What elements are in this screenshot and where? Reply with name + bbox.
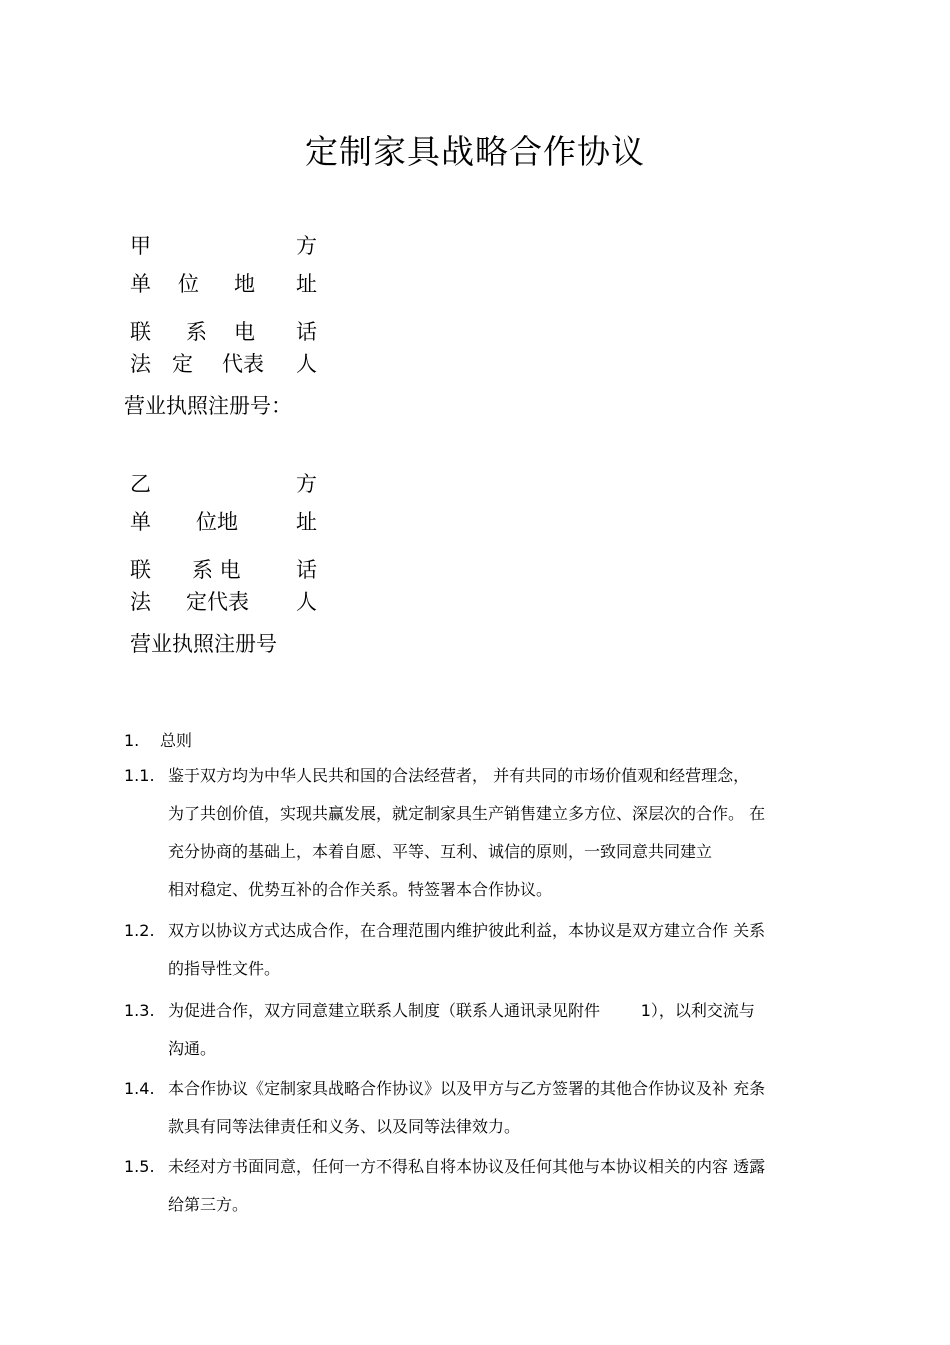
- party-a-char: 方: [296, 234, 317, 258]
- party-b-char: 方: [296, 472, 317, 496]
- clause-text: [168, 912, 844, 988]
- clause-1-3: [124, 992, 844, 1068]
- address-char: 位地: [196, 510, 238, 534]
- clause-line: 本合作协议《定制家具战略合作协议》以及甲方与乙方签署的其他合作协议及补 充条: [168, 1079, 766, 1098]
- party-b-label-row: [128, 468, 318, 506]
- clause-number: 1.1.: [124, 766, 155, 785]
- party-b-block: [128, 468, 318, 616]
- section-heading: [124, 728, 192, 751]
- clause-text: [168, 1148, 844, 1224]
- party-a-label-row: [128, 230, 318, 268]
- phone-char: 电: [234, 320, 255, 344]
- party-a-address-row: [128, 268, 318, 316]
- clause-line: 双方以协议方式达成合作，在合理范围内维护彼此利益，本协议是双方建立合作 关系: [168, 921, 766, 940]
- rep-char: 定代表: [186, 590, 249, 614]
- phone-char: 系: [186, 320, 207, 344]
- rep-char: 定: [172, 352, 193, 376]
- clause-number: 1.5.: [124, 1157, 155, 1176]
- party-b-char: 乙: [130, 472, 151, 496]
- clause-line: 为促进合作，双方同意建立联系人制度（联系人通讯录见附件 1），以利交流与: [168, 1001, 755, 1020]
- clause-line: 未经对方书面同意，任何一方不得私自将本协议及任何其他与本协议相关的内容 透露: [168, 1157, 766, 1176]
- section-number: 1.: [124, 731, 140, 750]
- clause-text: [168, 757, 844, 909]
- address-char: 址: [296, 510, 317, 534]
- party-a-char: 甲: [130, 234, 151, 258]
- clause-1-4: [124, 1070, 844, 1146]
- clause-text: [168, 992, 844, 1068]
- phone-char: 系 电: [192, 558, 241, 582]
- clause-line: 充分协商的基础上，本着自愿、平等、互利、诚信的原则，一致同意共同建立: [168, 842, 713, 861]
- phone-char: 话: [296, 558, 317, 582]
- rep-char: 人: [296, 352, 317, 376]
- party-b-regno-label: 营业执照注册号: [130, 632, 277, 656]
- rep-char: 法: [130, 352, 151, 376]
- section-title: 总则: [160, 731, 193, 750]
- phone-char: 联: [130, 558, 151, 582]
- phone-char: 话: [296, 320, 317, 344]
- rep-char: 人: [296, 590, 317, 614]
- rep-char: 法: [130, 590, 151, 614]
- document-title: 定制家具战略合作协议: [305, 132, 645, 171]
- clause-line: 相对稳定、优势互补的合作关系。特签署本合作协议。: [168, 880, 553, 899]
- phone-char: 联: [130, 320, 151, 344]
- party-a-rep-row: [128, 348, 318, 378]
- address-char: 单: [130, 510, 151, 534]
- clause-number: 1.4.: [124, 1079, 155, 1098]
- clause-1-1: [124, 757, 844, 909]
- clause-text: [168, 1070, 844, 1146]
- clause-1-5: [124, 1148, 844, 1224]
- party-a-block: [128, 230, 318, 378]
- clause-line: 为了共创价值，实现共赢发展，就定制家具生产销售建立多方位、深层次的合作。 在: [168, 804, 766, 823]
- clause-number: 1.2.: [124, 921, 155, 940]
- address-char: 址: [296, 272, 317, 296]
- address-char: 单: [130, 272, 151, 296]
- clause-line: 款具有同等法律责任和义务、以及同等法律效力。: [168, 1117, 521, 1136]
- address-char: 地: [234, 272, 255, 296]
- rep-char: 代表: [222, 352, 264, 376]
- clause-1-2: [124, 912, 844, 988]
- clause-line: 给第三方。: [168, 1195, 249, 1214]
- address-char: 位: [178, 272, 199, 296]
- party-b-address-row: [128, 506, 318, 554]
- party-a-phone-row: [128, 316, 318, 348]
- clause-number: 1.3.: [124, 1001, 155, 1020]
- party-a-regno-label: 营业执照注册号：: [124, 394, 292, 418]
- party-b-rep-row: [128, 586, 318, 616]
- clause-line: 的指导性文件。: [168, 959, 281, 978]
- clause-line: 鉴于双方均为中华人民共和国的合法经营者， 并有共同的市场价值观和经营理念，: [168, 766, 750, 785]
- clause-line: 沟通。: [168, 1039, 217, 1058]
- party-b-phone-row: [128, 554, 318, 586]
